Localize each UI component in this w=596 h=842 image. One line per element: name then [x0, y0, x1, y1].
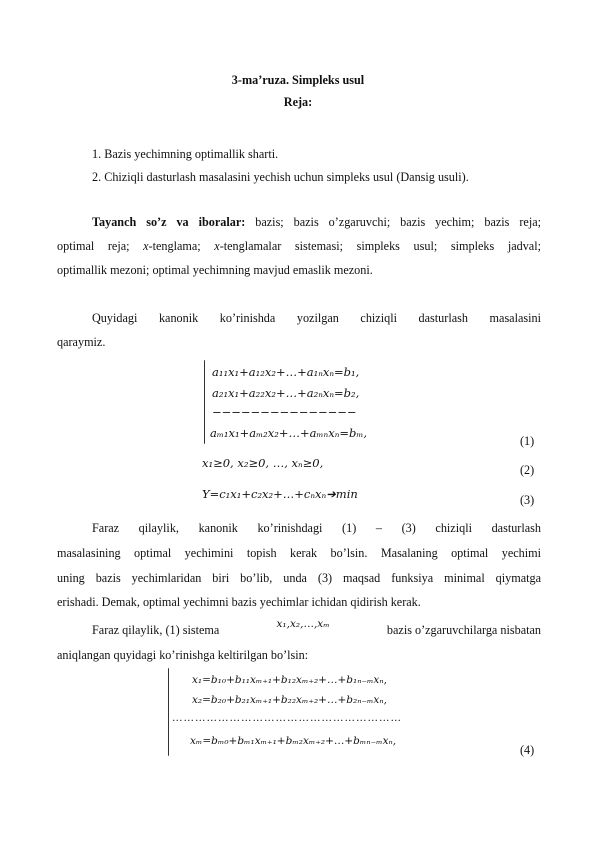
system4-row-3: …………………………………………………… [172, 712, 402, 724]
plan-item-2: 2. Chiziqli dasturlash masalasini yechish uchun simpleks usul (Dansig usuli). [92, 170, 469, 184]
system1-row-1: a₁₁x₁+a₁₂x₂+…+a₁ₙxₙ=b₁, [212, 365, 360, 379]
system1-row-4: aₘ₁x₁+aₘ₂x₂+…+aₘₙxₙ=bₘ, [210, 426, 368, 440]
objective-3: Y=c₁x₁+c₂x₂+…+cₙxₙ➔min [202, 487, 358, 501]
system4-row-4: xₘ=bₘ₀+bₘ₁xₘ₊₁+bₘ₂xₘ₊₂+…+bₘₙ₋ₘxₙ, [190, 735, 397, 747]
page-title: 3-ma’ruza. Simpleks usul [231, 73, 365, 87]
system4-row-2: x₂=b₂₀+b₂₁xₘ₊₁+b₂₂xₘ₊₂+…+b₂ₙ₋ₘxₙ, [192, 694, 387, 706]
constraint-2: x₁≥0, x₂≥0, …, xₙ≥0, [202, 456, 324, 470]
equation-label-4: (4) [520, 743, 535, 757]
keywords-line-2: optimal reja; x-tenglama; x-tenglamalar sistemasi; simpleks usul; simpleks jadval; [57, 239, 541, 253]
system1-brace [204, 360, 205, 444]
keywords-line-1 [57, 214, 541, 230]
para1-line-2: qaraymiz. [57, 335, 106, 349]
basis-variables: x₁,x₂,…,xₘ [276, 618, 330, 630]
system1-row-2: a₂₁x₁+a₂₂x₂+…+a₂ₙxₙ=b₂, [212, 386, 360, 400]
para2-line-3: uning bazis yechimlaridan biri bo’lib, unda (3) maqsad funksiya minimal qiymatga [57, 571, 541, 585]
keywords-label: Tayanch so’z va iboralar: [92, 215, 246, 229]
keywords-text-1: bazis; bazis o’zgaruvchi; bazis yechim; bazis reja; [255, 215, 542, 229]
para2-line-1: Faraz qilaylik, kanonik ko’rinishdagi (1) – (3) chiziqli dasturlash [92, 521, 541, 535]
equation-label-2: (2) [520, 463, 535, 477]
para3-line-2: aniqlangan quyidagi ko’rinishga keltirilgan bo’lsin: [57, 648, 309, 662]
para2-line-4: erishadi. Demak, optimal yechimni bazis yechimlar ichidan qidirish kerak. [57, 595, 421, 609]
plan-item-1: 1. Bazis yechimning optimallik sharti. [92, 147, 279, 161]
keywords-line-3: optimallik mezoni; optimal yechimning mavjud emaslik mezoni. [57, 263, 373, 277]
page-subtitle: Reja: [283, 95, 313, 109]
equation-label-3: (3) [520, 493, 535, 507]
para3-line-1: Faraz qilaylik, (1) sistema x₁,x₂,…,xₘ bazis o’zgaruvchilarga nisbatan [92, 618, 541, 637]
system4-brace [168, 668, 169, 756]
para1-line-1: Quyidagi kanonik ko’rinishda yozilgan chiziqli dasturlash masalasini [92, 311, 541, 325]
system1-row-3: −−−−−−−−−−−−−−− [212, 405, 357, 419]
equation-label-1: (1) [520, 434, 535, 448]
para2-line-2: masalasining optimal yechimini topish kerak bo’lsin. Masalaning optimal yechimi [57, 546, 541, 560]
system4-row-1: x₁=b₁₀+b₁₁xₘ₊₁+b₁₂xₘ₊₂+…+b₁ₙ₋ₘxₙ, [192, 674, 387, 686]
